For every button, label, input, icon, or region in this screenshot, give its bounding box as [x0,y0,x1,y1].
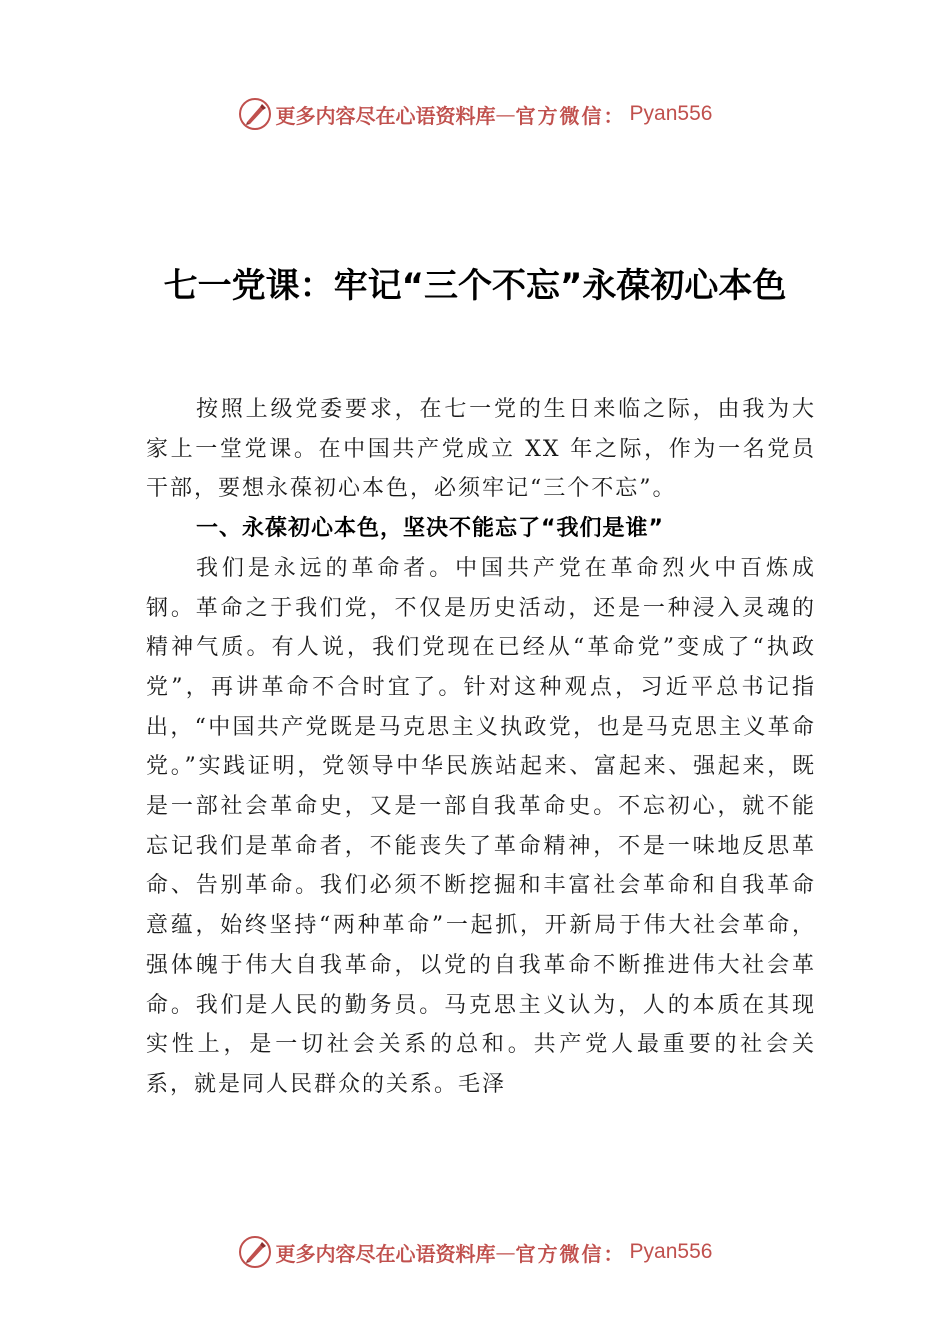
watermark-separator: — [495,102,516,126]
watermark-library-name: 更多内容尽在心语资料库 [275,103,496,128]
watermark-wechat-id: Pyan556 [629,1240,713,1263]
watermark-separator: — [495,1240,516,1264]
watermark-wechat-id: Pyan556 [629,102,713,125]
document-title: 七一党课：牢记“三个不忘”永葆初心本色 [163,266,787,306]
section-1-heading: 一、永葆初心本色，坚决不能忘了“我们是谁” [196,516,664,542]
watermark-library-name: 更多内容尽在心语资料库 [275,1241,496,1266]
document-body [146,390,816,1105]
footer-watermark [0,1232,950,1272]
intro-paragraph: 按照上级党委要求，在七一党的生日来临之际，由我为大家上一堂党课。在中国共产党成立 XX 年之际，作为一名党员干部，要想永葆初心本色，必须牢记“三个不忘”。 [146,397,816,502]
pen-logo-icon [238,1235,272,1269]
watermark-wechat-label: 官方微信： [515,103,626,128]
watermark-wechat-label: 官方微信： [515,1241,626,1266]
pen-logo-icon [238,97,272,131]
section-1-paragraph: 我们是永远的革命者。中国共产党在革命烈火中百炼成钢。革命之于我们党，不仅是历史活动，还是一种浸入灵魂的精神气质。有人说，我们党现在已经从“革命党”变成了“执政党”，再讲革命不合时宜了。针对这种观点，习近平总书记指出，“中国共产党既是马克思主义执政党，也是马克思主义革命党。”实践证明，党领导中华民族站起来、富起来、强起来，既是一部社会革命史，又是一部自我革命史。不忘初心，就不能忘记我们是革命者，不能丧失了革命精神，不是一味地反思革命、告别革命。我们必须不断挖掘和丰富社会革命和自我革命意蕴，始终坚持“两种革命”一起抓，开新局于伟大社会革命，强体魄于伟大自我革命，以党的自我革命不断推进伟大社会革命。我们是人民的勤务员。马克思主义认为，人的本质在其现实性上，是一切社会关系的总和。共产党人最重要的社会关系，就是同人民群众的关系。毛泽 [146,555,816,1097]
header-watermark [0,94,950,134]
